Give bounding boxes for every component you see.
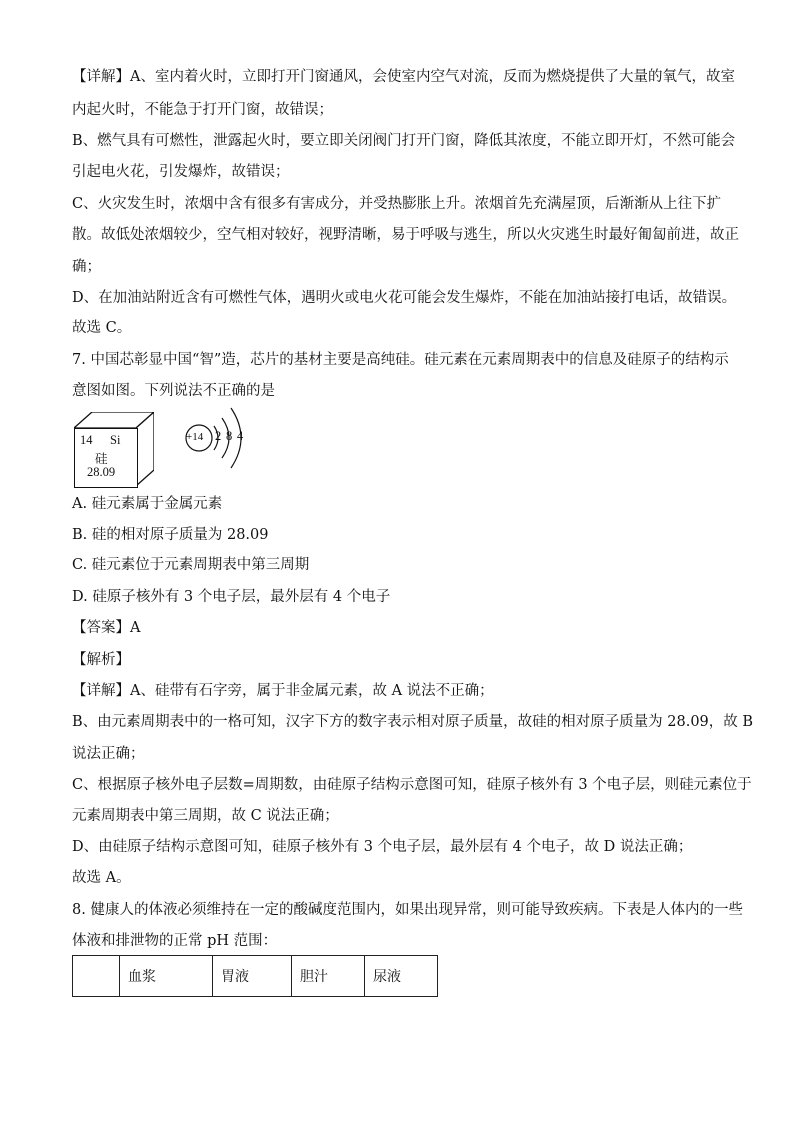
q6-detail-d-line1: D、在加油站附近含有可燃性气体，遇明火或电火花可能会发生爆炸，不能在加油站接打电话，故错误。 xyxy=(72,290,737,306)
q7-stem-line2: 意图如图。下列说法不正确的是 xyxy=(72,383,275,399)
q7-detail-line6: D、由硅原子结构示意图可知，硅原子核外有 3 个电子层，最外层有 4 个电子，故 D 说法正确； xyxy=(72,839,693,855)
q6-conclusion: 故选 C。 xyxy=(72,320,132,336)
q6-detail-a-line2: 内起火时，不能急于打开门窗，故错误； xyxy=(72,102,333,118)
q6-detail-c-line1: C、火灾发生时，浓烟中含有很多有害成分，并受热膨胀上升。浓烟首先充满屋顶，后渐渐从上往下扩 xyxy=(72,196,722,212)
q6-detail-b-line2: 引起电火花，引发爆炸，故错误； xyxy=(72,164,290,180)
element-symbol: Si xyxy=(110,433,121,447)
shell-3-electrons: 4 xyxy=(237,429,244,443)
nucleus-charge: +14 xyxy=(186,431,204,443)
shell-2-electrons: 8 xyxy=(226,429,233,443)
element-name: 硅 xyxy=(95,451,108,466)
q7-option-b: B. 硅的相对原子质量为 28.09 xyxy=(72,527,269,543)
ph-table xyxy=(72,955,438,997)
q7-detail-line3: 说法正确； xyxy=(72,746,145,762)
q6-detail-c-line2: 散。故低处浓烟较少，空气相对较好，视野清晰，易于呼吸与逃生，所以火灾逃生时最好匍匐前进，故正 xyxy=(72,227,739,243)
q7-analysis-title: 【解析】 xyxy=(72,652,130,668)
table-header-cell: 血浆 xyxy=(120,956,213,997)
q7-answer: 【答案】A xyxy=(72,620,141,636)
q7-detail-line1: 【详解】A、硅带有石字旁，属于非金属元素，故 A 说法不正确； xyxy=(72,683,494,699)
q7-option-a: A. 硅元素属于金属元素 xyxy=(72,496,223,512)
table-header-cell: 胃液 xyxy=(213,956,292,997)
table-header-cell: 尿液 xyxy=(365,956,438,997)
q8-stem-line2: 体液和排泄物的正常 pH 范围： xyxy=(72,933,278,949)
q7-stem-line1: 7. 中国芯彰显中国“智”造，芯片的基材主要是高纯硅。硅元素在元素周期表中的信息及硅原子的结构示 xyxy=(72,352,729,368)
q7-detail-line5: 元素周期表中第三周期，故 C 说法正确； xyxy=(72,808,339,824)
element-mass: 28.09 xyxy=(87,465,116,479)
table-header-cell xyxy=(73,956,120,997)
element-cell-side-face xyxy=(136,412,154,486)
q7-detail-line2: B、由元素周期表中的一格可知，汉字下方的数字表示相对原子质量，故硅的相对原子质量为 28.09，故 B xyxy=(72,714,754,730)
q7-option-d: D. 硅原子核外有 3 个电子层，最外层有 4 个电子 xyxy=(72,589,391,605)
table-header-cell: 胆汁 xyxy=(292,956,365,997)
q7-conclusion: 故选 A。 xyxy=(72,870,131,886)
q6-detail-c-line3: 确； xyxy=(72,259,101,275)
q7-detail-line4: C、根据原子核外电子层数=周期数，由硅原子结构示意图可知，硅原子核外有 3 个电子层，则硅元素位于 xyxy=(72,777,752,793)
q7-option-c: C. 硅元素位于元素周期表中第三周期 xyxy=(72,557,310,573)
shell-1-electrons: 2 xyxy=(215,429,222,443)
element-atomic-number: 14 xyxy=(80,433,93,447)
table-row xyxy=(73,956,438,997)
q6-detail-a-line1: 【详解】A、室内着火时，立即打开门窗通风，会使室内空气对流，反而为燃烧提供了大量的氧气，故室 xyxy=(72,69,735,85)
q6-detail-b-line1: B、燃气具有可燃性，泄露起火时，要立即关闭阀门打开门窗，降低其浓度，不能立即开灯，不然可能会 xyxy=(72,133,736,149)
q8-stem-line1: 8. 健康人的体液必须维持在一定的酸碱度范围内，如果出现异常，则可能导致疾病。下表是人体内的一些 xyxy=(72,902,743,918)
